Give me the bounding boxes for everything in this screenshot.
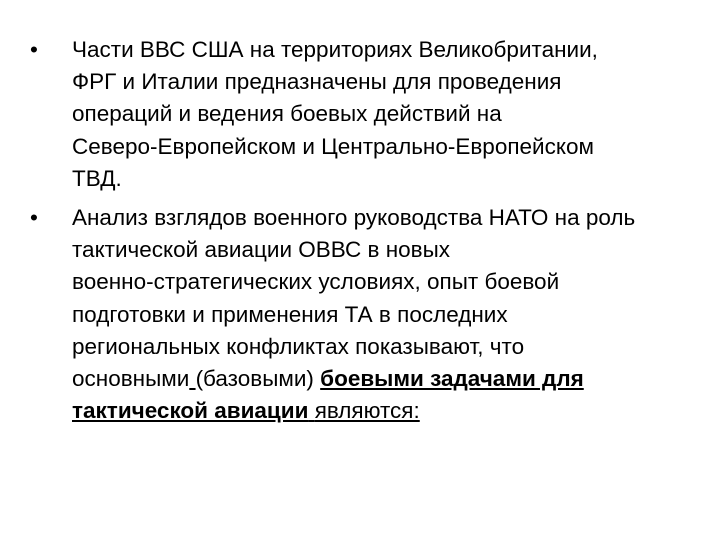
- text-segment: основными: [72, 366, 190, 392]
- text-line: военно-стратегических условиях, опыт боевой: [72, 269, 560, 295]
- text-line: Анализ взглядов военного руководства НАТО на роль: [72, 205, 636, 231]
- bullet-item-nato-analysis: [30, 202, 680, 427]
- text-line: ФРГ и Италии предназначены для проведения: [72, 69, 562, 95]
- bullet-icon: •: [30, 205, 38, 231]
- text-line: операций и ведения боевых действий на: [72, 101, 502, 127]
- text-line: Северо-Европейском и Центрально-Европейском: [72, 133, 594, 159]
- bullet-list: [30, 34, 680, 434]
- text-line: подготовки и применения ТА в последних: [72, 301, 508, 327]
- text-line-mixed: [72, 363, 680, 395]
- text-line: региональных конфликтах показывают, что: [72, 333, 525, 359]
- text-line: ТВД.: [72, 165, 122, 191]
- text-line: тактической авиации ОВВС в новых: [72, 237, 451, 263]
- bullet-icon: •: [30, 37, 38, 62]
- text-line-mixed: [72, 395, 680, 427]
- text-segment: (базовыми): [195, 366, 321, 392]
- text-line: Части ВВС США на территориях Великобритании,: [72, 37, 598, 62]
- bullet-item-usaf-units: [30, 34, 680, 195]
- underlined-text: являются:: [314, 398, 420, 424]
- emphasis-bold-underlined: тактической авиации: [72, 398, 309, 424]
- emphasis-bold-underlined: боевыми задачами для: [320, 366, 584, 392]
